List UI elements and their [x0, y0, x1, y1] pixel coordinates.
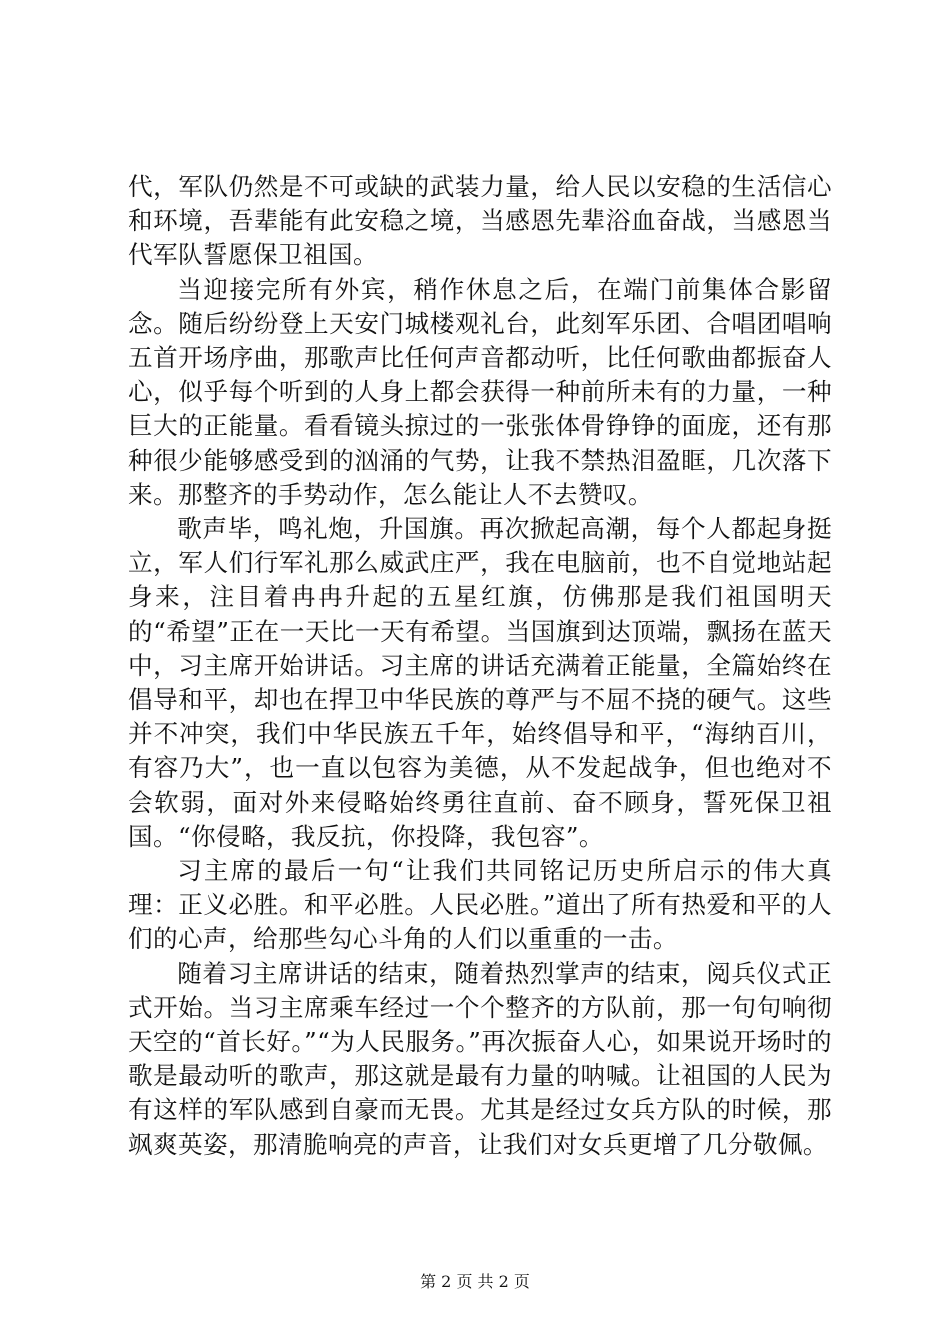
paragraph-4: 习主席的最后一句“让我们共同铭记历史所启示的伟大真理：正义必胜。和平必胜。人民必胜。”道出了所有热爱和平的人们的心声，给那些勾心斗角的人们以重重的一击。 [128, 856, 832, 954]
paragraph-1: 代，军队仍然是不可或缺的武装力量，给人民以安稳的生活信心和环境，吾辈能有此安稳之境，当感恩先辈浴血奋战，当感恩当代军队誓愿保卫祖国。 [128, 172, 832, 270]
page-number-footer: 第 2 页 共 2 页 [420, 1272, 530, 1291]
document-body [128, 170, 832, 1162]
paragraph-5: 随着习主席讲话的结束，随着热烈掌声的结束，阅兵仪式正式开始。当习主席乘车经过一个个整齐的方队前，那一句句响彻天空的“首长好。”“为人民服务。”再次振奋人心，如果说开场时的歌是最动听的歌声，那这就是最有力量的呐喊。让祖国的人民为有这样的军队感到自豪而无畏。尤其是经过女兵方队的时候，那飒爽英姿，那清脆响亮的声音，让我们对女兵更增了几分敬佩。 [128, 958, 832, 1159]
paragraph-2: 当迎接完所有外宾，稍作休息之后，在端门前集体合影留念。随后纷纷登上天安门城楼观礼台，此刻军乐团、合唱团唱响五首开场序曲，那歌声比任何声音都动听，比任何歌曲都振奋人心，似乎每个听到的人身上都会获得一种前所未有的力量，一种巨大的正能量。看看镜头掠过的一张张体骨铮铮的面庞，还有那种很少能够感受到的汹涌的气势，让我不禁热泪盈眶，几次落下来。那整齐的手势动作，怎么能让人不去赞叹。 [128, 274, 832, 509]
paragraph-3: 歌声毕，鸣礼炮，升国旗。再次掀起高潮，每个人都起身挺立，军人们行军礼那么威武庄严，我在电脑前，也不自觉地站起身来，注目着冉冉升起的五星红旗，仿佛那是我们祖国明天的“希望”正在一天比一天有希望。当国旗到达顶端，飘扬在蓝天中，习主席开始讲话。习主席的讲话充满着正能量，全篇始终在倡导和平，却也在捍卫中华民族的尊严与不屈不挠的硬气。这些并不冲突，我们中华民族五千年，始终倡导和平，“海纳百川，有容乃大”，也一直以包容为美德，从不发起战争，但也绝对不会软弱，面对外来侵略始终勇往直前、奋不顾身，誓死保卫祖国。“你侵略，我反抗，你投降，我包容”。 [128, 514, 832, 851]
